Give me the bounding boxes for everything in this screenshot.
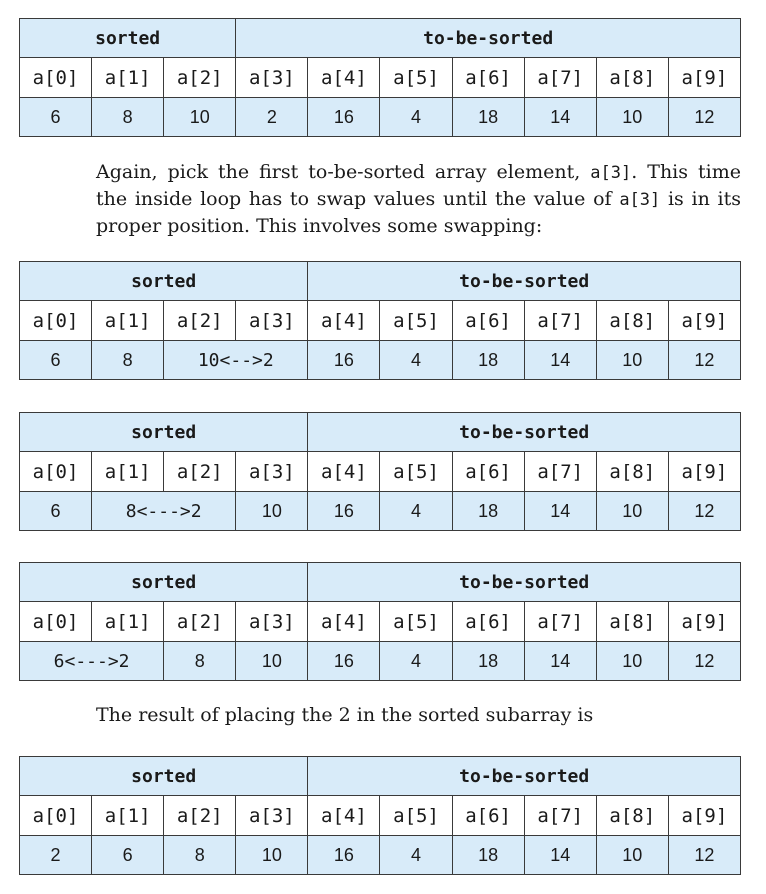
index-cell: a[6] (452, 452, 524, 492)
index-cell: a[9] (668, 602, 740, 642)
index-cell: a[3] (236, 602, 308, 642)
index-cell: a[9] (668, 796, 740, 836)
index-cell: a[1] (92, 796, 164, 836)
value-cell: 2 (236, 98, 308, 137)
value-cell: 16 (308, 98, 380, 137)
value-cell: 10 (596, 341, 668, 380)
value-cell: 16 (308, 642, 380, 681)
index-cell: a[3] (236, 58, 308, 98)
sorted-header: sorted (20, 19, 236, 58)
sorted-header: sorted (20, 563, 308, 602)
swap-cell (92, 492, 236, 531)
paragraph-text: is in its proper position. This involves some swapping: (96, 188, 741, 237)
value-cell: 10 (596, 98, 668, 137)
value-cell: 18 (452, 341, 524, 380)
value-cell: 4 (380, 836, 452, 875)
swap-cell (20, 642, 164, 681)
index-cell: a[7] (524, 602, 596, 642)
to-be-sorted-header: to-be-sorted (308, 757, 741, 796)
value-cell: 12 (668, 492, 740, 531)
value-cell: 4 (380, 98, 452, 137)
index-cell: a[7] (524, 58, 596, 98)
index-cell: a[4] (308, 301, 380, 341)
value-cell: 6 (20, 98, 92, 137)
index-cell: a[0] (20, 58, 92, 98)
index-cell: a[5] (380, 602, 452, 642)
array-table-swap-1 (19, 261, 741, 380)
index-cell: a[1] (92, 58, 164, 98)
index-cell: a[5] (380, 796, 452, 836)
index-cell: a[2] (164, 452, 236, 492)
value-cell: 8 (164, 642, 236, 681)
result-paragraph: The result of placing the 2 in the sorted subarray is (96, 704, 594, 726)
index-cell: a[1] (92, 301, 164, 341)
index-cell: a[8] (596, 602, 668, 642)
swap-label: 8<--->2 (125, 500, 202, 522)
value-cell: 8 (92, 98, 164, 137)
array-table-initial (19, 18, 741, 137)
sorted-header: sorted (20, 262, 308, 301)
index-cell: a[7] (524, 452, 596, 492)
index-cell: a[6] (452, 796, 524, 836)
index-cell: a[2] (164, 58, 236, 98)
swap-label: 10<-->2 (197, 349, 274, 371)
value-cell: 10 (236, 642, 308, 681)
value-cell: 14 (524, 836, 596, 875)
index-cell: a[1] (92, 452, 164, 492)
to-be-sorted-header: to-be-sorted (308, 413, 741, 452)
index-cell: a[0] (20, 602, 92, 642)
value-cell: 12 (668, 836, 740, 875)
index-cell: a[8] (596, 58, 668, 98)
index-cell: a[1] (92, 602, 164, 642)
value-cell: 12 (668, 341, 740, 380)
index-cell: a[4] (308, 602, 380, 642)
array-table-result (19, 756, 741, 875)
to-be-sorted-header: to-be-sorted (308, 262, 741, 301)
value-cell: 8 (164, 836, 236, 875)
value-cell: 18 (452, 642, 524, 681)
paragraph-text: . This time the inside loop has to swap values until the value of (96, 161, 742, 210)
index-cell: a[5] (380, 58, 452, 98)
index-cell: a[4] (308, 58, 380, 98)
value-cell: 6 (92, 836, 164, 875)
value-cell: 10 (236, 836, 308, 875)
index-cell: a[2] (164, 796, 236, 836)
value-cell: 10 (236, 492, 308, 531)
value-cell: 18 (452, 492, 524, 531)
index-cell: a[6] (452, 301, 524, 341)
index-cell: a[8] (596, 796, 668, 836)
swap-cell (164, 341, 308, 380)
index-cell: a[0] (20, 452, 92, 492)
value-cell: 18 (452, 98, 524, 137)
value-cell: 8 (92, 341, 164, 380)
value-cell: 4 (380, 642, 452, 681)
index-cell: a[0] (20, 796, 92, 836)
value-cell: 14 (524, 642, 596, 681)
value-cell: 14 (524, 492, 596, 531)
index-cell: a[5] (380, 301, 452, 341)
index-cell: a[2] (164, 301, 236, 341)
index-cell: a[4] (308, 452, 380, 492)
value-cell: 18 (452, 836, 524, 875)
array-table-swap-2 (19, 412, 741, 531)
index-cell: a[8] (596, 452, 668, 492)
index-cell: a[9] (668, 58, 740, 98)
value-cell: 14 (524, 98, 596, 137)
inline-code: a[3] (619, 190, 661, 210)
index-cell: a[3] (236, 452, 308, 492)
inline-code: a[3] (590, 163, 632, 183)
index-cell: a[6] (452, 58, 524, 98)
value-cell: 12 (668, 642, 740, 681)
index-cell: a[9] (668, 452, 740, 492)
value-cell: 12 (668, 98, 740, 137)
index-cell: a[4] (308, 796, 380, 836)
index-cell: a[9] (668, 301, 740, 341)
to-be-sorted-header: to-be-sorted (308, 563, 741, 602)
value-cell: 10 (596, 836, 668, 875)
index-cell: a[7] (524, 796, 596, 836)
sorted-header: sorted (20, 413, 308, 452)
value-cell: 6 (20, 492, 92, 531)
value-cell: 16 (308, 836, 380, 875)
to-be-sorted-header: to-be-sorted (236, 19, 741, 58)
swap-label: 6<--->2 (53, 650, 130, 672)
sorted-header: sorted (20, 757, 308, 796)
index-cell: a[3] (236, 796, 308, 836)
array-table-swap-3 (19, 562, 741, 681)
index-cell: a[8] (596, 301, 668, 341)
value-cell: 4 (380, 492, 452, 531)
value-cell: 10 (164, 98, 236, 137)
value-cell: 10 (596, 642, 668, 681)
value-cell: 16 (308, 492, 380, 531)
value-cell: 14 (524, 341, 596, 380)
value-cell: 16 (308, 341, 380, 380)
value-cell: 2 (20, 836, 92, 875)
index-cell: a[7] (524, 301, 596, 341)
value-cell: 10 (596, 492, 668, 531)
index-cell: a[5] (380, 452, 452, 492)
index-cell: a[3] (236, 301, 308, 341)
value-cell: 6 (20, 341, 92, 380)
value-cell: 4 (380, 341, 452, 380)
index-cell: a[6] (452, 602, 524, 642)
index-cell: a[0] (20, 301, 92, 341)
explanation-paragraph (96, 159, 741, 239)
index-cell: a[2] (164, 602, 236, 642)
paragraph-text: Again, pick the first to-be-sorted array element, (96, 161, 591, 183)
